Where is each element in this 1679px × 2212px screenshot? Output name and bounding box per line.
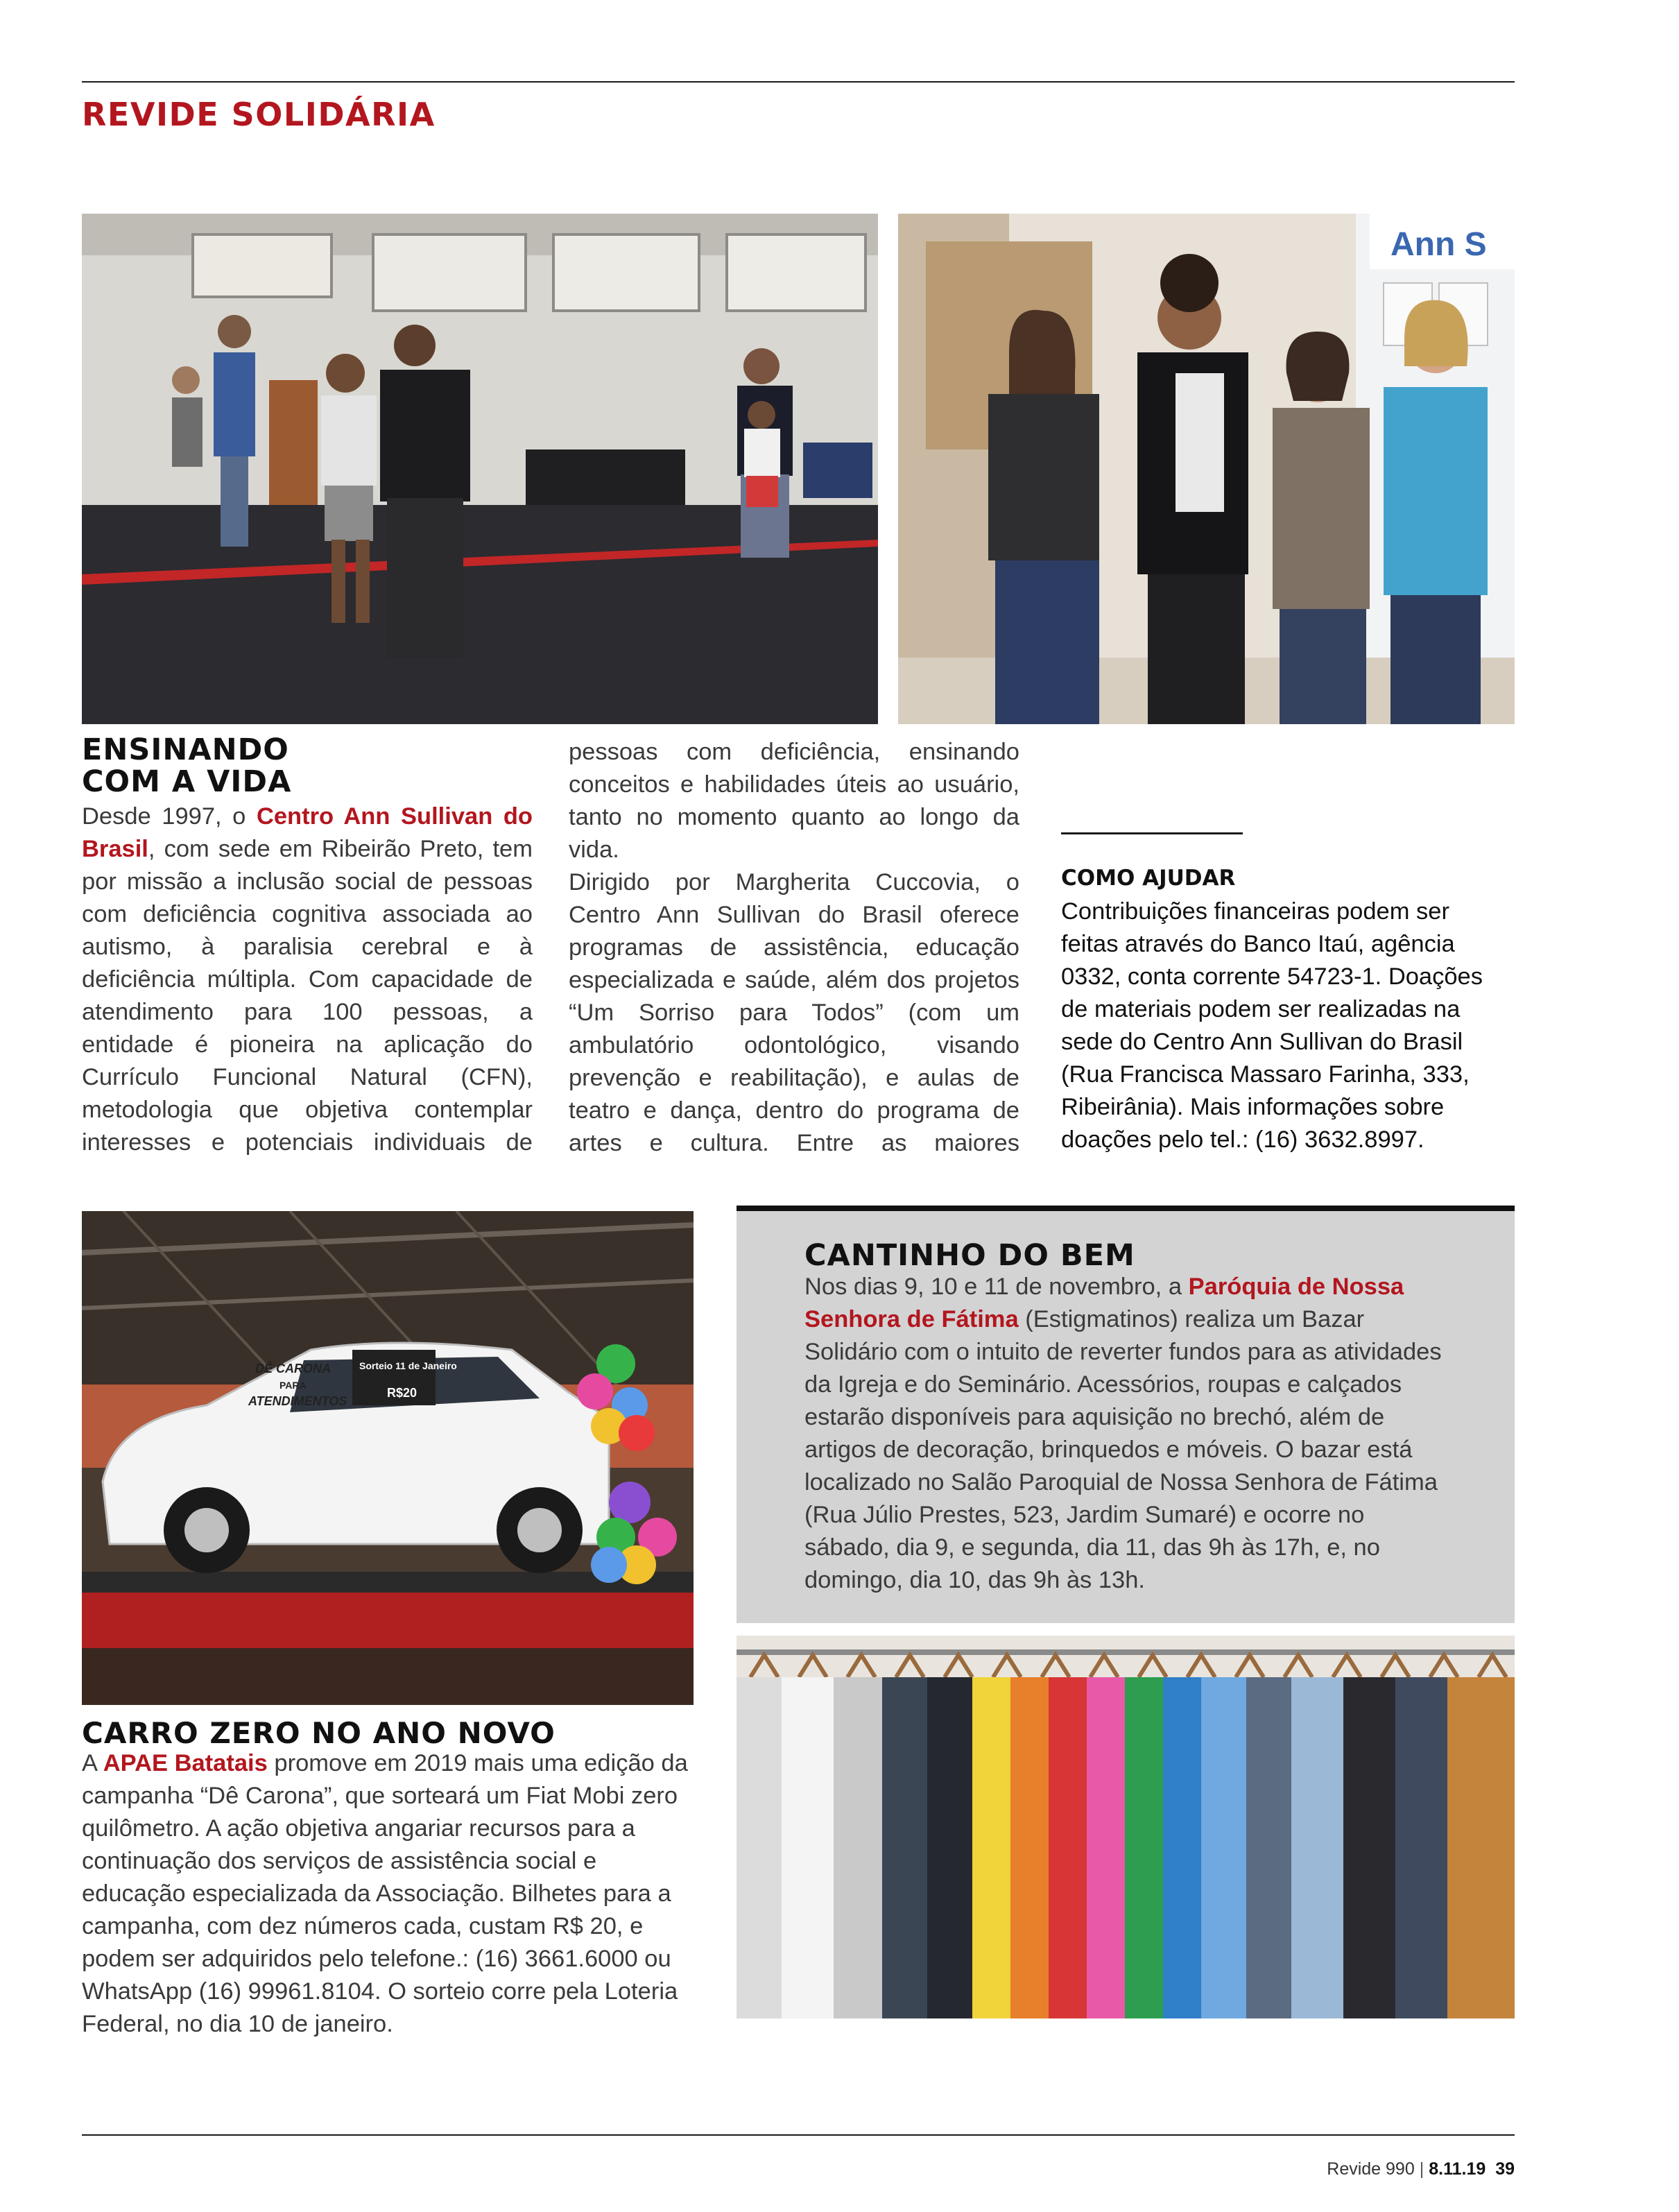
article1-paragraph1 (82, 800, 533, 1160)
article3-post: (Estigmatinos) realiza um Bazar Solidário com o intuito de reverter fundos para as atividades da Igreja e do Seminário. Acessórios, roupas e calçados estarão disponíveis para aquisição no brechó, além de artigos de decoração, brinquedos e móveis. O bazar está localizado no Salão Paroquial de Nossa Senhora de Fátima (Rua Júlio Prestes, 523, Jardim Sumaré) e ocorre no sábado, dia 9, e segunda, dia 11, das 9h às 17h, e, no domingo, dia 10, das 9h às 13h. (804, 1306, 1442, 1593)
article1-col1 (82, 800, 533, 1160)
como-ajudar-title: COMO AJUDAR (1061, 866, 1236, 891)
footer-date: 8.11.19 (1429, 2159, 1486, 2179)
article1-title (82, 734, 291, 798)
car-price: R$20 (387, 1386, 417, 1400)
footer-page-number: 39 (1495, 2159, 1515, 2179)
article2-title: CARRO ZERO NO ANO NOVO (82, 1716, 556, 1750)
footer (1327, 2159, 1515, 2179)
article1-paragraph1-continued (569, 736, 1019, 866)
photo-dance-class (82, 214, 878, 724)
car-slogan-2: PARA (279, 1380, 307, 1391)
article3-org: Paróquia de Nossa Senhora de Fátima (804, 1274, 1404, 1332)
article2-pre: A (82, 1750, 103, 1776)
top-rule (82, 81, 1515, 83)
article2-post: promove em 2019 mais uma edição da campanha “Dê Carona”, que sorteará um Fiat Mobi zero quilômetro. A ação objetiva angariar recursos para a continuação dos serviços de assistência social e educação especializada da Associação. Bilhetes para a campanha, com dez números cada, custam R$ 20, e podem ser adquiridos pelo telefone.: (16) 3661.6000 ou WhatsApp (16) 99961.8104. O sorteio corre pela Loteria Federal, no dia 10 de janeiro. (82, 1750, 688, 2037)
article1-title-line2: COM A VIDA (82, 764, 292, 799)
article3-paragraph (804, 1271, 1443, 1597)
article1-paragraph2: Dirigido por Margherita Cuccovia, o Centro Ann Sullivan do Brasil oferece programas de assistência, educação especializada e saúde, além dos projetos “Um Sorriso para Todos” (com um ambulatório odontológico, visando prevenção e reabilitação), e aulas de teatro e dança, dentro do programa de artes e cultura. Entre as maiores (569, 869, 1019, 1156)
car-slogan-3: ATENDIMENTOS (248, 1394, 347, 1408)
article1-p1-post-c: pessoas com deficiência, ensinando conceitos e habilidades úteis ao usuário, tanto no momento quanto ao longo da vida. (569, 739, 1019, 863)
bottom-rule (82, 2134, 1515, 2136)
article3-body (804, 1271, 1443, 1597)
photo-clothes-rack (737, 1636, 1515, 2018)
car-sorteio: Sorteio 11 de Janeiro (359, 1360, 457, 1371)
article1-p1-post: , com sede em Ribeirão Preto, tem por missão a inclusão social de pessoas com deficiência cognitiva associada ao autismo, à paralisia cerebral e à deficiência múltipla. Com capacidade de atendimento para 100 pessoas, a entidade é pioneira na aplicação do Currículo Funcional Natural (CFN), metodologia que objetiva contemplar interesses e potenciais individuais de (82, 836, 533, 1156)
footer-separator: | (1419, 2159, 1424, 2179)
article1-col3 (1061, 736, 1513, 801)
article2-body (82, 1747, 692, 2041)
article1-p1-pre: Desde 1997, o (82, 803, 257, 830)
car-slogan-1: DÊ CARONA (255, 1362, 332, 1375)
article2-paragraph (82, 1747, 692, 2041)
article1-col2 (569, 736, 1019, 1160)
como-ajudar-divider (1061, 832, 1243, 834)
sign-text: Ann S (1390, 226, 1487, 263)
section-title: REVIDE SOLIDÁRIA (82, 96, 436, 133)
article3-pre: Nos dias 9, 10 e 11 de novembro, a (804, 1274, 1189, 1300)
footer-magazine: Revide 990 (1327, 2159, 1415, 2179)
article1-org: Centro Ann Sullivan do Brasil (82, 803, 533, 862)
article1-title-line1: ENSINANDO (82, 732, 289, 767)
photo-car (82, 1211, 694, 1705)
article3-title: CANTINHO DO BEM (804, 1238, 1135, 1273)
como-ajudar-body: Contribuições financeiras podem ser feitas através do Banco Itaú, agência 0332, conta corrente 54723-1. Doações de materiais podem ser realizadas na sede do Centro Ann Sullivan do Brasil (Rua Francisca Massaro Farinha, 333, Ribeirânia). Mais informações sobre doações pelo tel.: (16) 3632.8997. (1061, 898, 1483, 1153)
photo-group-portrait (898, 214, 1515, 724)
article2-org: APAE Batatais (103, 1750, 268, 1776)
